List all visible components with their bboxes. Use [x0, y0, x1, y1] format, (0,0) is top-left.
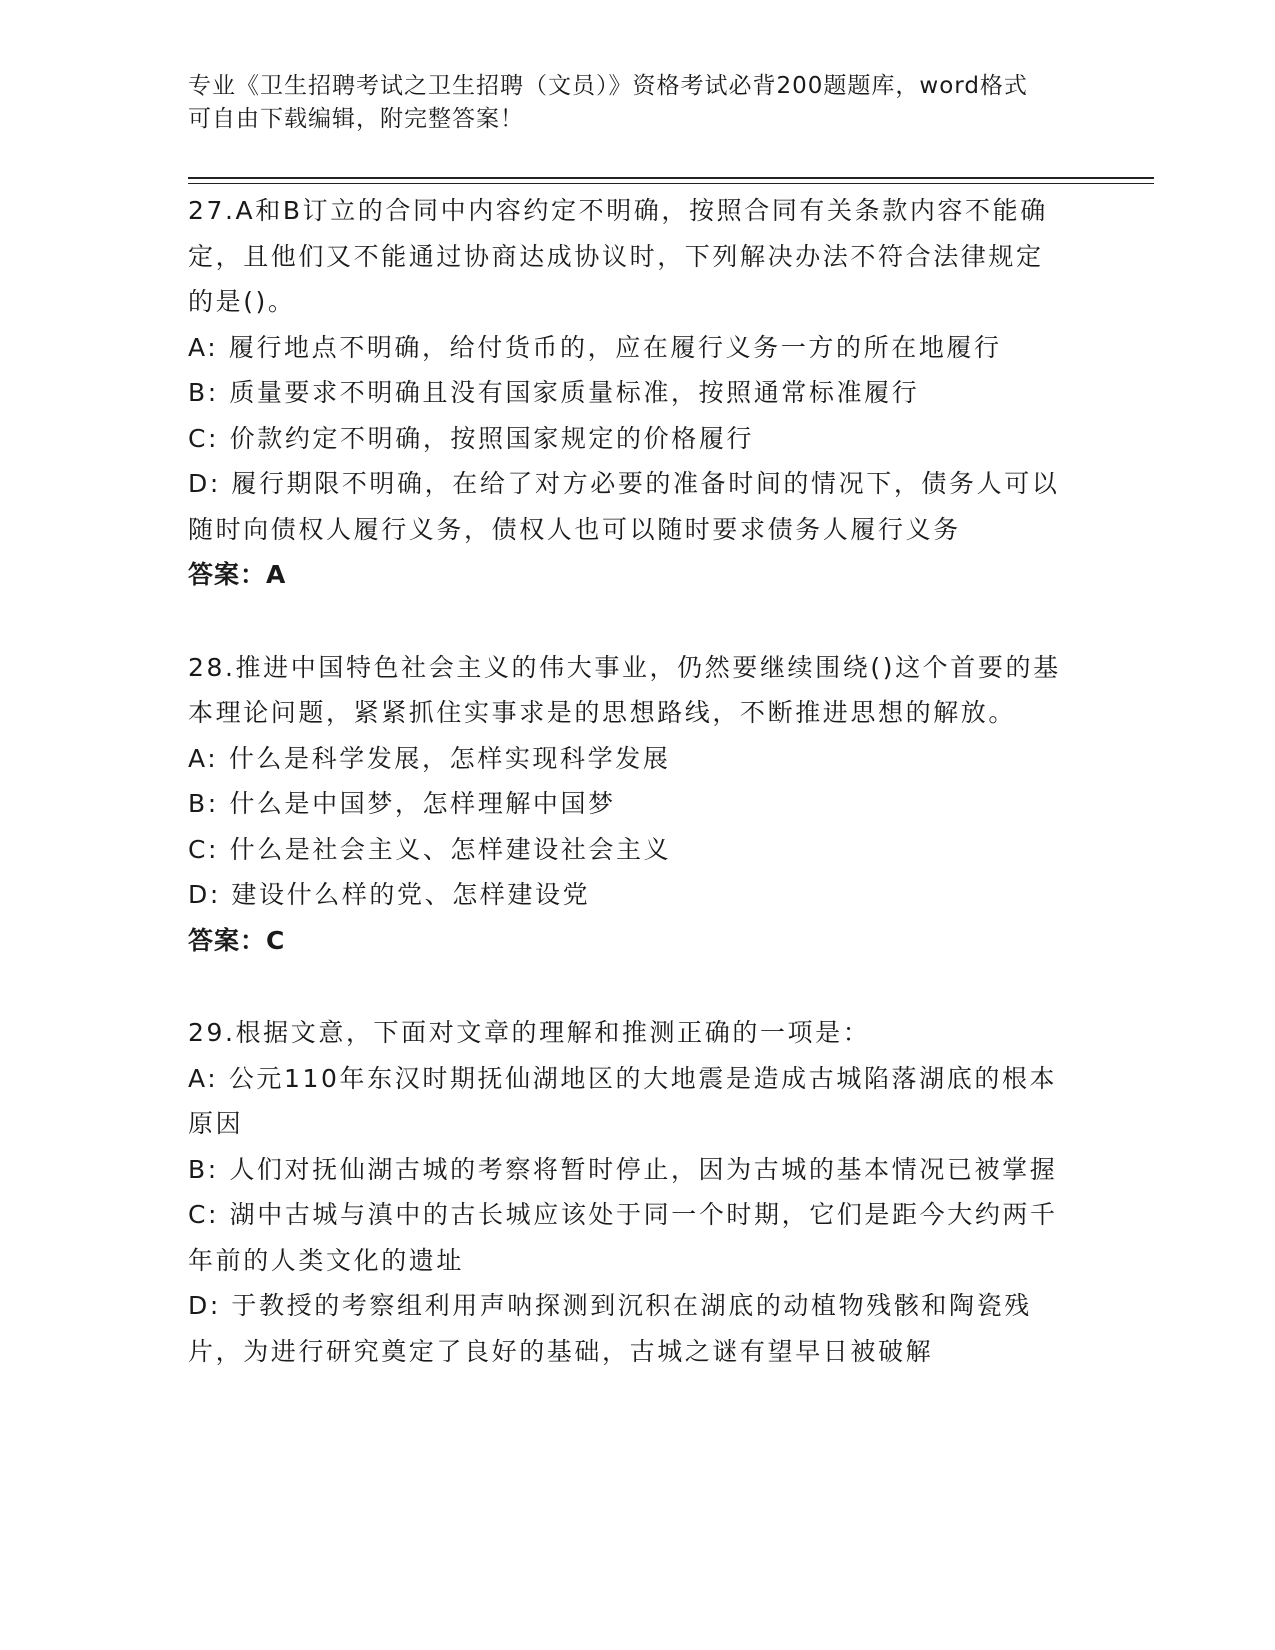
- answer-line: [188, 552, 1068, 598]
- question-29: [188, 1010, 1068, 1374]
- option-b: B: 人们对抚仙湖古城的考察将暂时停止，因为古城的基本情况已被掌握: [188, 1154, 1058, 1184]
- answer-label: 答案：: [188, 925, 267, 955]
- option-a: A: 履行地点不明确，给付货币的，应在履行义务一方的所在地履行: [188, 332, 1002, 362]
- option-b: B: 质量要求不明确且没有国家质量标准，按照通常标准履行: [188, 378, 920, 407]
- answer-label: 答案：: [188, 560, 267, 589]
- option-d: D: 履行期限不明确，在给了对方必要的准备时间的情况下，债务人可以随时向债权人履行义务，债权人也可以随时要求债务人履行义务: [188, 469, 1060, 544]
- question-27: [188, 188, 1068, 598]
- header-line-1: 专业《卫生招聘考试之卫生招聘（文员）》资格考试必背200题题库，word格式: [188, 73, 1028, 99]
- header-divider-thin: [188, 183, 1154, 184]
- option-a: A: 什么是科学发展，怎样实现科学发展: [188, 743, 671, 773]
- answer-value: C: [266, 925, 286, 955]
- question-list: [188, 188, 1068, 1421]
- header-divider-thick: [188, 177, 1154, 179]
- answer-value: A: [266, 560, 287, 589]
- option-d: D: 建设什么样的党、怎样建设党: [188, 880, 591, 909]
- option-c: C: 价款约定不明确，按照国家规定的价格履行: [188, 423, 755, 453]
- page-header: [188, 70, 1068, 136]
- answer-line: [188, 918, 1068, 964]
- option-b: B: 什么是中国梦，怎样理解中国梦: [188, 789, 616, 818]
- option-d: D: 于教授的考察组利用声呐探测到沉积在湖底的动植物残骸和陶瓷残片，为进行研究奠定了良好的基础，古城之谜有望早日被破解: [188, 1291, 1032, 1366]
- question-stem: 29.根据文意，下面对文章的理解和推测正确的一项是：: [188, 1018, 871, 1047]
- option-c: C: 什么是社会主义、怎样建设社会主义: [188, 834, 672, 864]
- question-stem: 27.A和B订立的合同中内容约定不明确，按照合同有关条款内容不能确定，且他们又不能通过协商达成协议时，下列解决办法不符合法律规定的是()。: [188, 196, 1048, 316]
- option-c: C: 湖中古城与滇中的古长城应该处于同一个时期，它们是距今大约两千年前的人类文化的遗址: [188, 1200, 1058, 1275]
- header-line-2: 可自由下载编辑，附完整答案！: [188, 106, 524, 132]
- question-28: [188, 645, 1068, 964]
- question-stem: 28.推进中国特色社会主义的伟大事业，仍然要继续围绕()这个首要的基本理论问题，紧紧抓住实事求是的思想路线，不断推进思想的解放。: [188, 652, 1061, 727]
- option-a: A: 公元110年东汉时期抚仙湖地区的大地震是造成古城陷落湖底的根本原因: [188, 1063, 1058, 1138]
